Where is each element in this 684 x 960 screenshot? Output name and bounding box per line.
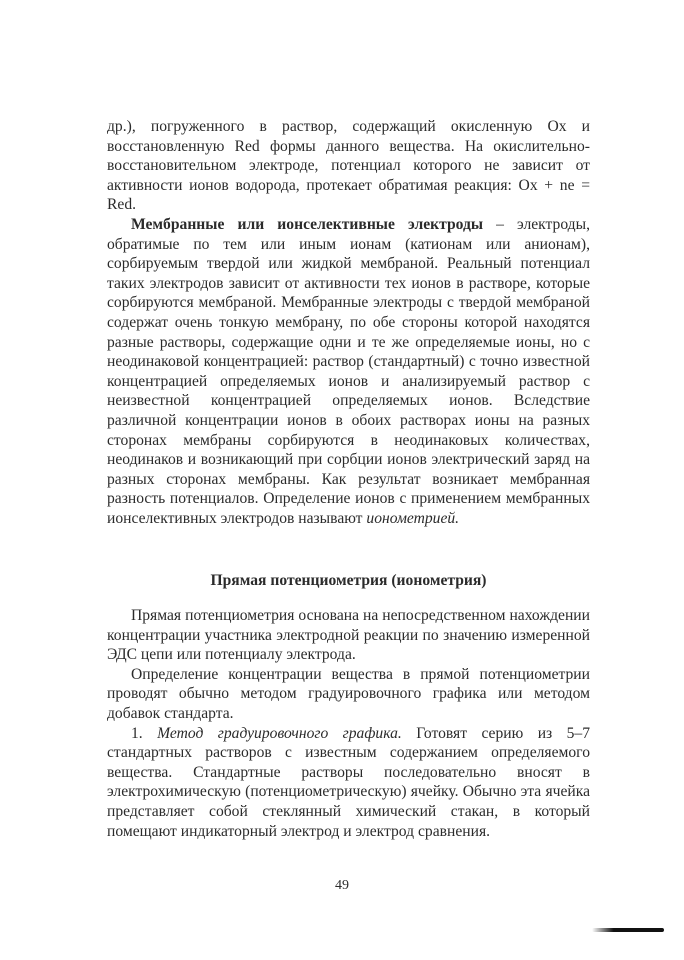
paragraph-membrane-electrodes: [107, 215, 590, 529]
list-number: 1.: [131, 724, 158, 742]
membrane-electrodes-text: – электроды, обратимые по тем или иным ионам (катионам или анионам), сорбируемым твердой или жидкой мембраной. Реальный потенциал таких электродов зависит от активности тех ионов в растворе, которые сорбируются мембраной. Мембранные электроды с твердой мембраной содержат очень тонкую мембрану, по обе стороны которой находятся разные растворы, содержащие одни и те же определяемые ионы, но с неодинаковой концентрацией: раствор (стандартный) с точно известной концентрацией определяемых ионов и анализируемый раствор с неизвестной концентрацией определяемых ионов. Вследствие различной концентрации ионов в обоих растворах ионы на разных сторонах мембраны сорбируются в неодинаковых количествах, неодинаков и возникающий при сорбции ионов электрический заряд на разных сторонах мембраны. Как результат возникает мембранная разность потенциалов. Определение ионов с применением мембранных ионселективных электродов называют: [107, 215, 590, 527]
section-heading: Прямая потенциометрия (ионометрия): [210, 572, 487, 589]
paragraph-redox-electrode: др.), погруженного в раствор, содержащий окисленную Ox и восстановленную Red формы данного вещества. На окислительно-восстановительном электроде, потенциал которого не зависит от активности ионов водорода, протекает обратимая реакция: Ox + ne = Red.: [107, 118, 590, 214]
calibration-method-text: Готовят серию из 5–7 стандартных растворов с известным содержанием определяемого вещества. Стандартные растворы последовательно вносят в электрохимическую (потенциометрическую) ячейку. Обычно эта ячейка представляет собой стеклянный химический стакан, в который помещают индикаторный электрод и электрод сравнения.: [107, 724, 591, 840]
method-name: Метод градуировочного графика.: [157, 724, 402, 742]
page-number: 49: [335, 878, 349, 893]
paragraph-concentration-determination: Определение концентрации вещества в прямой потенциометрии проводят обычно методом градуировочного графика или методом добавок стандарта.: [107, 665, 590, 722]
paragraph-calibration-method: [107, 724, 590, 842]
term-membrane-electrodes: Мембранные или ионселективные электроды: [131, 215, 484, 233]
paragraph-direct-potentiometry: Прямая потенциометрия основана на непосредственном нахождении концентрации участника электродной реакции по значению измеренной ЭДС цепи или потенциалу электрода.: [107, 607, 590, 664]
scan-edge-mark: [592, 928, 664, 932]
text-block-bottom: [107, 606, 590, 841]
term-ionometry: ионометрией.: [366, 509, 460, 527]
text-block-top: [107, 117, 590, 528]
